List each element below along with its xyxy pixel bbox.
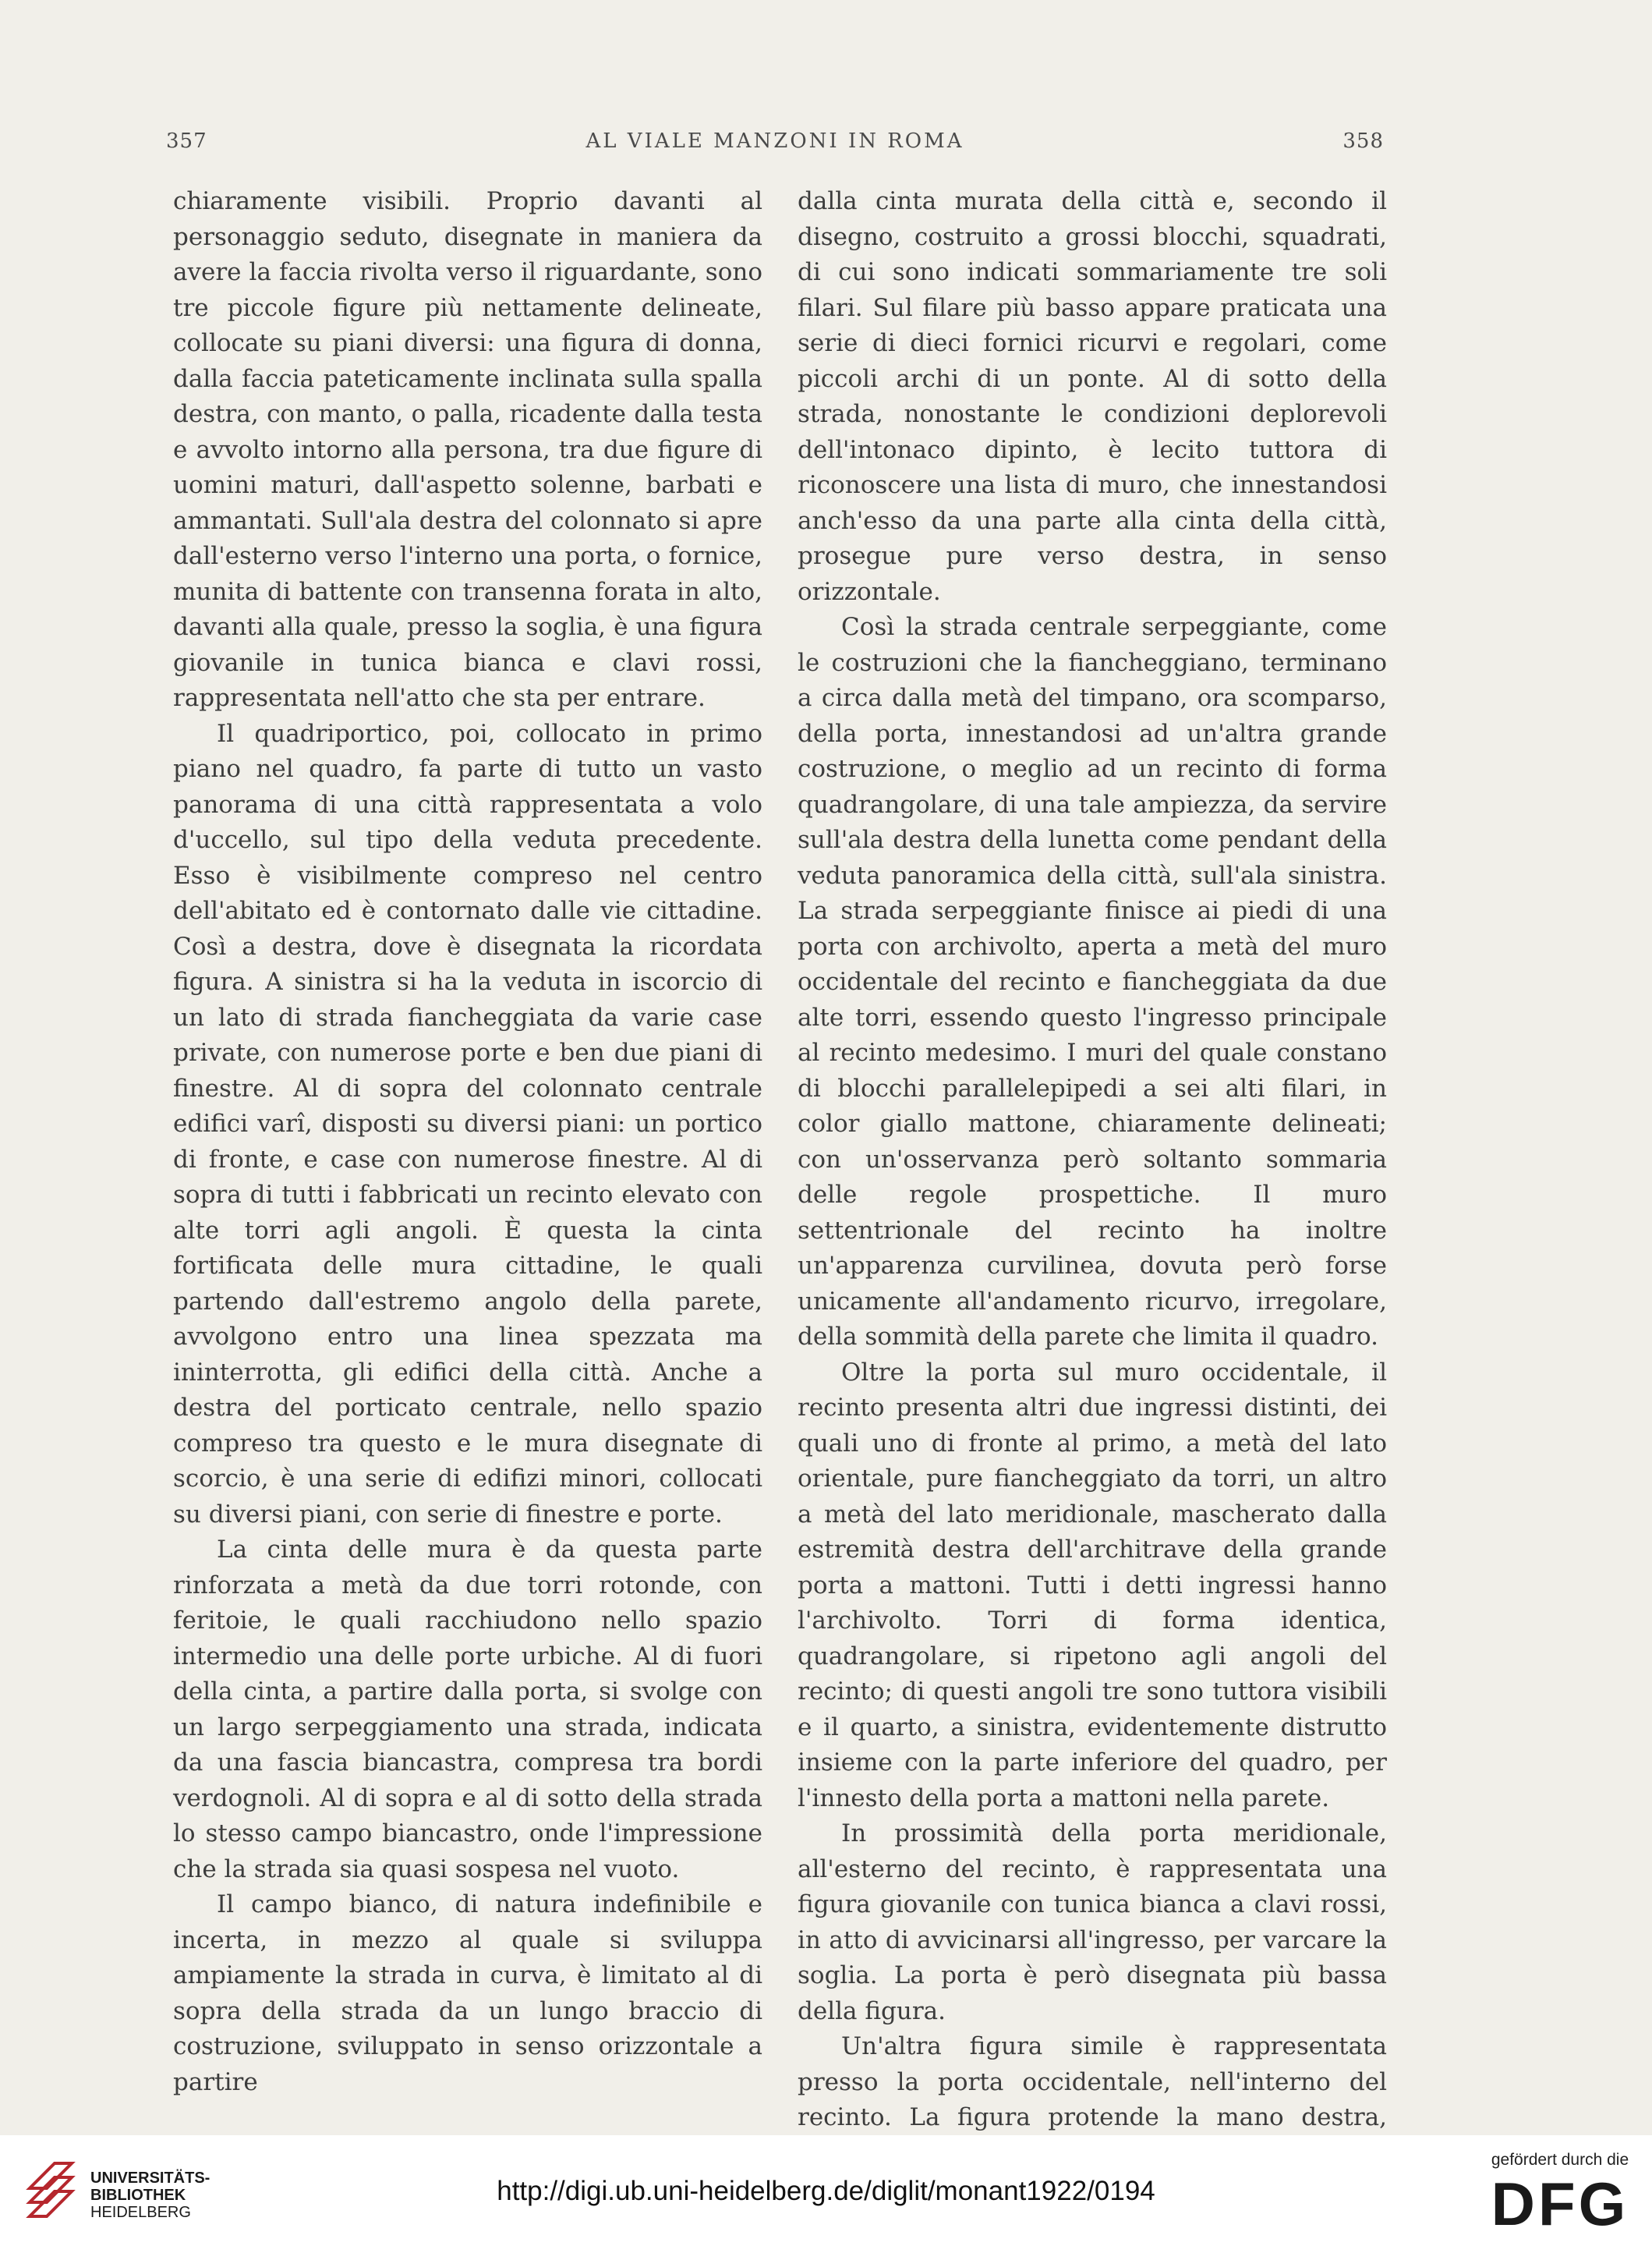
paragraph: Il campo bianco, di natura indefinibile e incerta, in mezzo al quale si sviluppa ampiamente la strada in curva, è limitato al di sopra della strada da un lungo braccio di costruzione, sviluppato in senso orizzontale a partire xyxy=(173,1890,762,2096)
logo-line: UNIVERSITÄTS- xyxy=(90,2170,210,2187)
paragraph: Oltre la porta sul muro occidentale, il recinto presenta altri due ingressi distinti, dei quali uno di fronte al primo, a metà del lato orientale, pure fiancheggiato da torri, un altro a metà del lato meridionale, mascherato dalla estremità destra dell'architrave della grande porta a mattoni. Tutti i detti ingressi hanno l'archivolto. Torri di forma identica, quadrangolare, si ripetono agli angoli del recinto; di questi angoli tre sono tuttora visibili e il quarto, a sinistra, evidentemente distrutto insieme con la parte inferiore del quadro, per l'innesto della porta a mattoni nella parete. xyxy=(798,1358,1387,1812)
paragraph: Il quadriportico, poi, collocato in primo piano nel quadro, fa parte di tutto un vasto panorama di una città rappresentata a volo d'uccello, sul tipo della veduta precedente. Esso è visibilmente compreso nel centro dell'abitato ed è contornato dalle vie cittadine. Così a destra, dove è disegnata la ricordata figura. A sinistra si ha la veduta in iscorcio di un lato di strada fiancheggiata da varie case private, con numerose porte e ben due piani di finestre. Al di sopra del colonnato centrale edifici varî, disposti su diversi piani: un portico di fronte, e case con numerose finestre. Al di sopra di tutti i fabbricati un recinto elevato con alte torri agli angoli. È questa la cinta fortificata delle mura cittadine, le quali partendo dall'estremo angolo della parete, avvolgono entro una linea spezzata ma ininterrotta, gli edifici della città. Anche a destra del porticato centrale, nello spazio compreso tra questo e le mura disegnate di scorcio, è una serie di edifizi minori, collocati su diversi piani, con serie di finestre e porte. xyxy=(173,719,762,1529)
page-number-left: 357 xyxy=(166,129,207,153)
page-number-right: 358 xyxy=(1342,129,1384,153)
paragraph: In prossimità della porta meridionale, all'esterno del recinto, è rappresentata una figura giovanile con tunica bianca a clavi rossi, in atto di avvicinarsi all'ingresso, per varcare la soglia. La porta è però disegnata più bassa della figura. xyxy=(798,1819,1387,2025)
right-column xyxy=(798,184,1387,2171)
footer-bar xyxy=(0,2135,1652,2260)
dfg-logo xyxy=(1490,2151,1630,2238)
permalink[interactable]: http://digi.ub.uni-heidelberg.de/diglit/monant1922/0194 xyxy=(497,2176,1155,2206)
paragraph: dalla cinta murata della città e, secondo il disegno, costruito a grossi blocchi, squadrati, di cui sono indicati sommariamente tre soli filari. Sul filare più basso appare praticata una serie di dieci fornici ricurvi e regolari, come piccoli archi di un ponte. Al di sotto della strada, nonostante le condizioni deplorevoli dell'intonaco dipinto, è lecito tuttora di riconoscere una lista di muro, che innestandosi anch'esso da una parte alla cinta della città, prosegue pure verso destra, in senso orizzontale. xyxy=(798,187,1387,606)
paragraph: Un'altra figura simile è rappresentata presso la porta occidentale, nell'interno del recinto. La figura protende la mano destra, xyxy=(798,2032,1387,2131)
logo-line: HEIDELBERG xyxy=(90,2204,191,2221)
left-column xyxy=(173,184,762,2100)
running-head xyxy=(166,129,1384,161)
running-title: AL VIALE MANZONI IN ROMA xyxy=(585,129,964,153)
dfg-caption: gefördert durch die xyxy=(1491,2151,1629,2169)
paragraph: chiaramente visibili. Proprio davanti al personaggio seduto, disegnate in maniera da avere la faccia rivolta verso il riguardante, sono tre piccole figure più nettamente delineate, collocate su piani diversi: una figura di donna, dalla faccia pateticamente inclinata sulla spalla destra, con manto, o palla, ricadente dalla testa e avvolto intorno alla persona, tra due figure di uomini maturi, dall'aspetto solenne, barbati e ammantati. Sull'ala destra del colonnato si apre dall'esterno verso l'interno una porta, o fornice, munita di battente con transenna forata in alto, davanti alla quale, presso la soglia, è una figura giovanile in tunica bianca e clavi rossi, rappresentata nell'atto che sta per entrare. xyxy=(173,187,762,712)
paragraph: Così la strada centrale serpeggiante, come le costruzioni che la fiancheggiano, terminano a circa dalla metà del timpano, ora scomparso, della porta, innestandosi ad un'altra grande costruzione, o meglio ad un recinto di forma quadrangolare, di una tale ampiezza, da servire sull'ala destra della lunetta come pendant della veduta panoramica della città, sull'ala sinistra. La strada serpeggiante finisce ai piedi di una porta con archivolto, aperta a metà del muro occidentale del recinto e fiancheggiata da due alte torri, essendo questo l'ingresso principale al recinto medesimo. I muri del quale constano di blocchi parallelepipedi a sei alti filari, in color giallo mattone, chiaramente delineati; con un'osservanza però soltanto sommaria delle regole prospettiche. Il muro settentrionale del recinto ha inoltre un'apparenza curvilinea, dovuta però forse unicamente all'andamento ricurvo, irregolare, della sommità della parete che limita il quadro. xyxy=(798,613,1387,1351)
dfg-wordmark: DFG xyxy=(1491,2170,1629,2238)
paragraph: La cinta delle mura è da questa parte rinforzata a metà da due torri rotonde, con feritoie, le quali racchiudono nello spazio intermedio una delle porte urbiche. Al di fuori della cinta, a partire dalla porta, si svolge con un largo serpeggiamento una strada, indicata da una fascia biancastra, compresa tra bordi verdognoli. Al di sopra e al di sotto della strada lo stesso campo biancastro, onde l'impressione che la strada sia quasi sospesa nel vuoto. xyxy=(173,1536,762,1883)
logo-line: BIBLIOTHEK xyxy=(90,2187,186,2204)
